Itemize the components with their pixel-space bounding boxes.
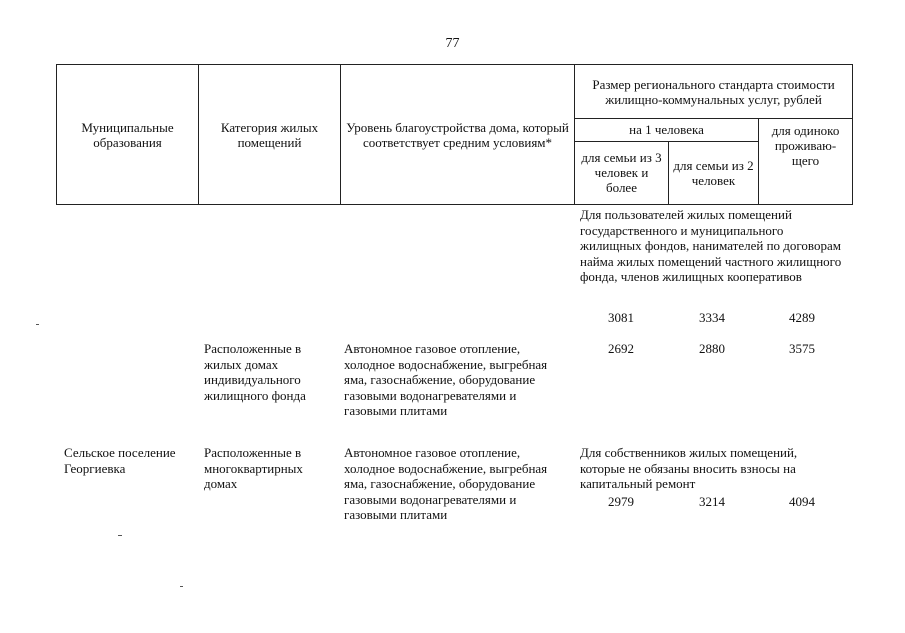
houses-value-family2: 2880: [699, 341, 725, 356]
apartments-comfort-level: Автономное газовое отопление, холодное водоснабжение, выгребная яма, газоснабжение, оборудование газовыми водонагревателями и газовыми плитами: [344, 445, 548, 522]
owners-value-single: 4094: [789, 494, 815, 509]
scan-mark: [180, 586, 183, 587]
owners-value-family3: 2979: [608, 494, 634, 509]
users-value-single: 4289: [789, 310, 815, 325]
header-family-3: для семьи из 3 человек и более: [575, 141, 669, 204]
page-number: 77: [445, 36, 460, 51]
houses-category: Расположенные в жилых домах индивидуального жилищного фонда: [204, 341, 306, 403]
georgievka-municipality: Сельское поселение Георгиевка: [64, 445, 176, 476]
houses-comfort-level: Автономное газовое отопление, холодное водоснабжение, выгребная яма, газоснабжение, оборудование газовыми водонагревателями и газовыми плитами: [344, 341, 548, 418]
header-family-2: для семьи из 2 человек: [669, 141, 759, 204]
header-category: Категория жилых помещений: [199, 65, 341, 205]
table-header: [56, 64, 853, 205]
header-per-person: на 1 человека: [575, 119, 759, 141]
header-municipality: Муниципальные образования: [57, 65, 199, 205]
users-value-family2: 3334: [699, 310, 725, 325]
header-comfort-level: Уровень благоустройства дома, который соответствует средним условиям*: [341, 65, 575, 205]
header-regional-standard: Размер регионального стандарта стоимости жилищно-коммунальных услуг, рублей: [575, 65, 853, 119]
users-note: Для пользователей жилых помещений государственного и муниципального жилищных фондов, нанимателей по договорам найма жилых помещений частного жилищного фонда, членов жилищных кооперативов: [580, 207, 842, 284]
users-value-family3: 3081: [608, 310, 634, 325]
houses-value-single: 3575: [789, 341, 815, 356]
houses-value-family3: 2692: [608, 341, 634, 356]
owners-value-family2: 3214: [699, 494, 725, 509]
header-single: для одиноко проживаю-щего: [759, 119, 853, 205]
apartments-category: Расположенные в многоквартирных домах: [204, 445, 303, 491]
owners-note: Для собственников жилых помещений, которые не обязаны вносить взносы на капитальный ремонт: [580, 445, 798, 491]
scan-mark: [36, 324, 39, 325]
scan-mark: [118, 535, 122, 536]
